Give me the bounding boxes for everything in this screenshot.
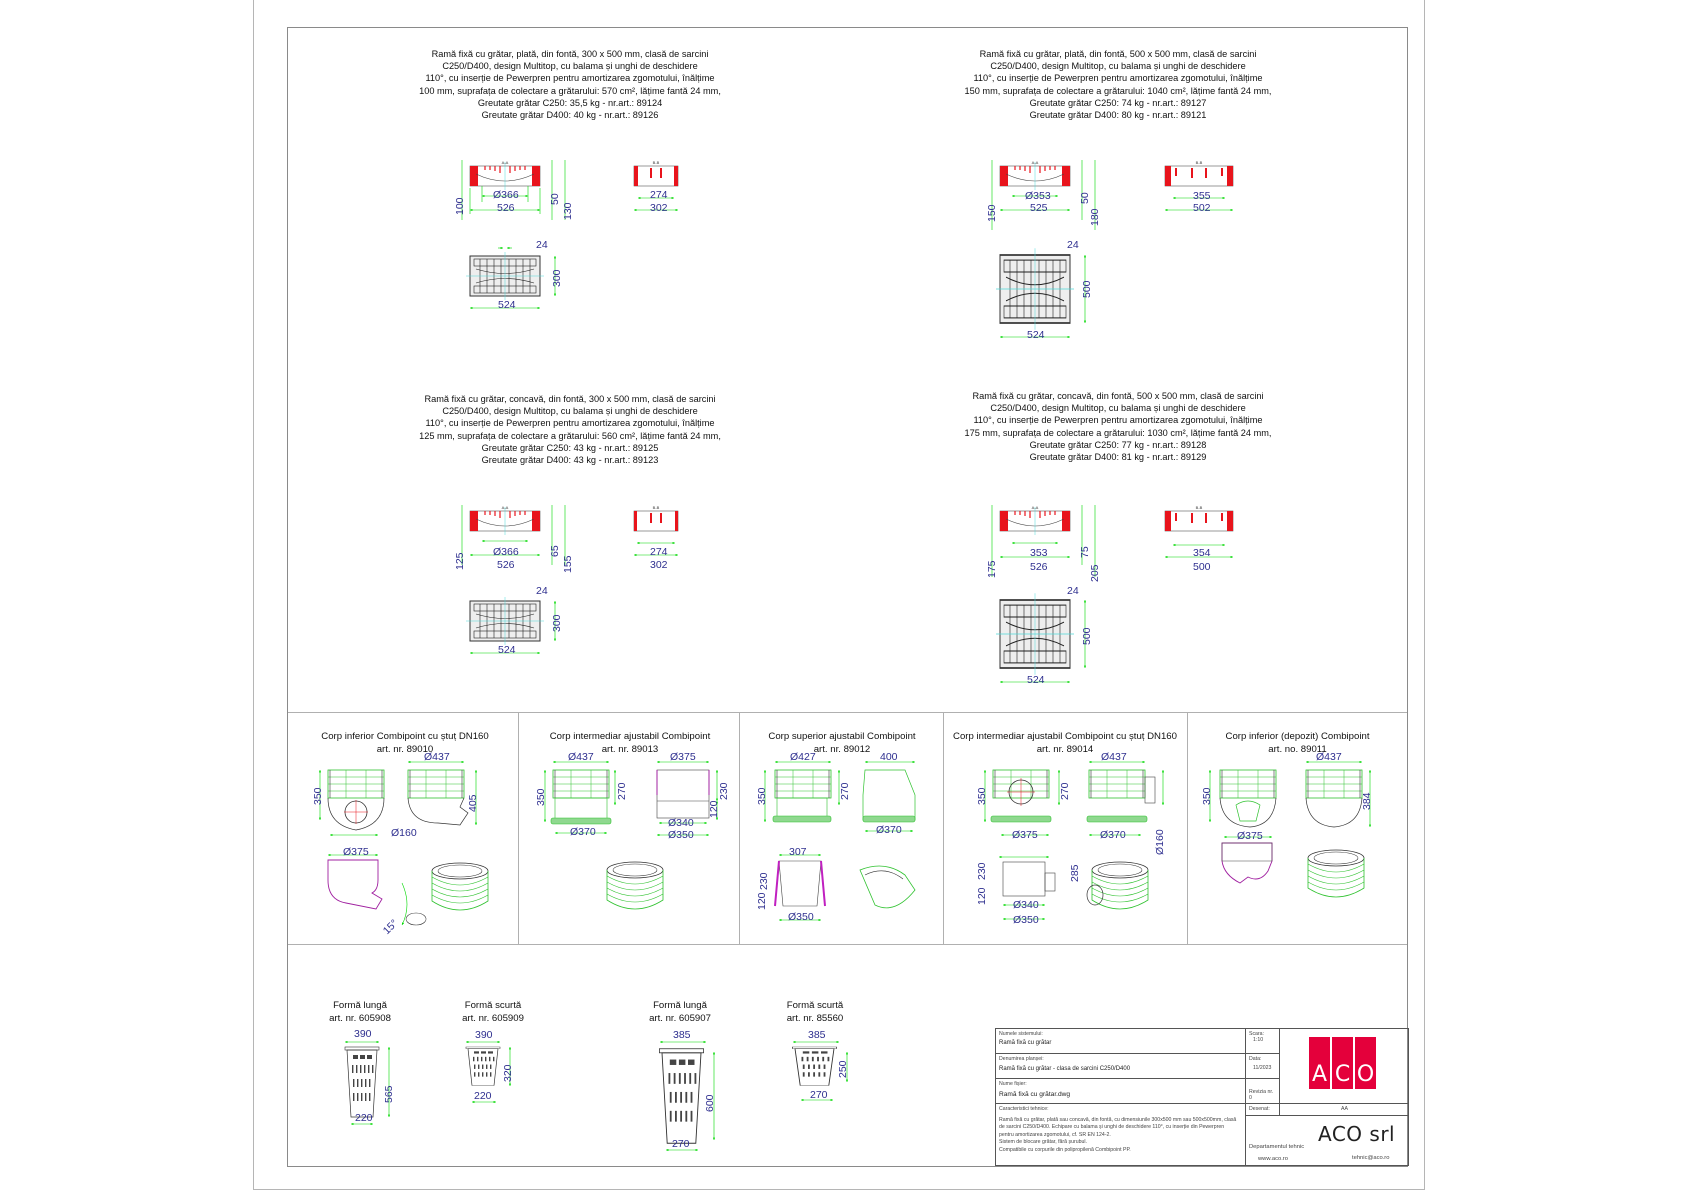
dim-frame4-aa-width: 526 [1030,561,1048,573]
dim-c4-h270: 270 [1059,782,1071,800]
svg-text:A-A: A-A [1031,160,1039,165]
tb-system-label: Numele sistemului: [999,1031,1043,1037]
desc-line: 175 mm, suprafața de colectare a grătarului: 1030 cm², lățime fantă 24 mm, [964,427,1272,438]
desc-line: Greutate grătar D400: 80 kg - nr.art.: 89121 [1029,110,1207,121]
aco-logo [1309,1037,1376,1089]
dim-frame2-plan-width: 524 [1027,329,1045,341]
component-art-number: art. no. 89011 [1268,743,1327,755]
desc-line: 110°, cu inserție de Pewerpren pentru amortizarea zgomotului, înălțime [425,73,715,84]
desc-line: Ramă fixă cu grătar, concavă, din fontă, 500 x 500 mm, clasă de sarcini [972,391,1264,401]
dim-frame3-plan-height: 300 [551,614,563,632]
dim-c1-d437: Ø437 [424,751,450,763]
bucket-4-drawing [795,1042,865,1112]
dim-frame2-plan-slot: 24 [1067,239,1079,251]
tb-date-value: 11/2023 [1253,1065,1272,1071]
desc-line: Ramă fixă cu grătar, plată, din fontă, 300 x 500 mm, clasă de sarcini [431,49,709,59]
tb-scale-cell [1246,1029,1280,1054]
tb-tech-line: Sistem de blocare grătar, fără șurubul. [999,1139,1087,1146]
desc-line: 110°, cu inserție de Pewerpren pentru amortizarea zgomotului, înălțime [425,418,715,429]
tb-date-cell [1246,1054,1280,1079]
component-title-3 [742,731,942,756]
component-title-2 [525,731,735,756]
dim-frame3-plan-width: 524 [498,644,516,656]
tb-file-cell [996,1079,1246,1104]
dim-frame2-aa-height: 150 [986,204,998,222]
tb-sheet-label: Denumirea planșei: [999,1056,1044,1062]
dim-bucket4-top: 385 [808,1029,826,1041]
dim-frame4-bb-outer: 500 [1193,561,1211,573]
dim-c2-h350: 350 [535,788,547,806]
frame-4-plan-drawing [1000,600,1100,690]
desc-line: Greutate grătar D400: 43 kg - nr.art.: 89123 [481,455,659,466]
divider-comp-2 [739,712,740,944]
tb-revision-label: Revizia nr. 0 [1249,1089,1274,1101]
dim-frame4-bb-inner: 354 [1193,547,1211,559]
dim-frame4-aa-total: 205 [1089,564,1101,582]
dim-c3-h350: 350 [756,787,768,805]
tb-tech-line: pentru amortizarea zgomotului, cf. SR EN 124-2. [999,1131,1111,1138]
dim-frame3-aa-diameter: Ø366 [493,546,519,558]
dim-frame1-plan-slot: 24 [536,239,548,251]
dim-frame1-aa-width: 526 [497,202,515,214]
department: Departamentul tehnic [1249,1144,1305,1150]
component-name: Corp superior ajustabil Combipoint [768,731,916,742]
tb-sheet-cell [996,1054,1246,1079]
divider-comp-1 [518,712,519,944]
dim-c2-d350: Ø350 [668,829,694,841]
dim-bucket3-height: 600 [704,1094,716,1112]
dim-frame1-bb-outer: 302 [650,202,668,214]
bucket-art-number: art. nr. 85560 [786,1012,844,1024]
dim-c2-h270: 270 [616,782,628,800]
tb-drawn-label: Desenat: [1249,1106,1270,1112]
website-link[interactable]: www.aco.ro [1258,1156,1288,1162]
frame-1-plan-drawing [470,256,570,326]
tb-tech-label: Caracteristici tehnice: [999,1106,1049,1112]
dim-frame1-plan-height: 300 [551,269,563,287]
aco-logo-letter: A [1309,1037,1330,1089]
tb-system-cell [996,1029,1246,1054]
frame-2-plan-drawing [1000,255,1100,345]
bucket-name: Formă lungă [333,1000,387,1011]
desc-line: Ramă fixă cu grătar, concavă, din fontă, 300 x 500 mm, clasă de sarcini [424,394,716,404]
dim-frame3-bb-outer: 302 [650,559,668,571]
desc-line: Ramă fixă cu grătar, plată, din fontă, 500 x 500 mm, clasă de sarcini [979,49,1257,59]
dim-c3-h230: 230 [758,872,770,890]
dim-bucket2-height: 320 [502,1064,514,1082]
dim-c4-d437: Ø437 [1101,751,1127,763]
desc-line: Greutate grătar C250: 77 kg - nr.art.: 89128 [1029,439,1207,450]
dim-c4-d350: Ø350 [1013,914,1039,926]
dim-bucket4-height: 250 [837,1060,849,1078]
tb-company-cell [1246,1116,1409,1166]
dim-c4-h285: 285 [1069,864,1081,882]
dim-bucket3-bottom: 270 [672,1138,690,1150]
desc-line: 125 mm, suprafața de colectare a grătarului: 560 cm², lățime fantă 24 mm, [419,430,721,441]
dim-frame1-aa-depth: 50 [549,193,561,205]
dim-c3-d427: Ø427 [790,751,816,763]
tb-drawn-label-cell [1246,1104,1280,1116]
frame-description-4 [945,390,1291,463]
dim-frame3-aa-height: 125 [454,552,466,570]
tb-tech-line: Compatibile cu corpurile din polipropilenă Combipoint PP. [999,1146,1131,1153]
component-name: Corp intermediar ajustabil Combipoint cu ștuț DN160 [953,731,1177,742]
dim-frame2-aa-total: 180 [1089,208,1101,226]
dim-c5-h350: 350 [1201,787,1213,805]
dim-frame1-aa-total: 130 [562,202,574,220]
bucket-name: Formă scurtă [786,1000,844,1011]
dim-c4-d375: Ø375 [1012,829,1038,841]
dim-c5-h384: 384 [1361,792,1373,810]
desc-line: 110°, cu inserție de Pewerpren pentru amortizarea zgomotului, înălțime [973,73,1263,84]
tb-tech-line: Ramă fixă cu grătar, plată sau concavă, din fontă, cu dimensiunile 300x500 mm sau 500x500mm, clasă [999,1116,1237,1123]
dim-c3-d350: Ø350 [788,911,814,923]
bucket-art-number: art. nr. 605909 [462,1012,524,1024]
aco-logo-letter: C [1332,1037,1353,1089]
dim-bucket1-top: 390 [354,1028,372,1040]
tb-scale-label: Scara: [1249,1031,1264,1037]
component-name: Corp inferior Combipoint cu ștuț DN160 [321,731,489,742]
component-title-5 [1190,731,1405,756]
frame-description-1 [400,48,740,121]
component-art-number: art. nr. 89013 [601,743,659,755]
tb-drawn-value: AA [1341,1106,1348,1112]
svg-text:B-B: B-B [652,505,660,510]
dim-c1-d160: Ø160 [391,827,417,839]
dim-c3-h270: 270 [839,782,851,800]
bucket-title-2 [453,1000,533,1025]
dim-frame4-aa-height: 175 [986,560,998,578]
bucket-art-number: art. nr. 605907 [649,1012,711,1024]
bucket-title-4 [775,1000,855,1025]
dim-c3-w400: 400 [880,751,898,763]
dim-frame1-aa-height: 100 [454,197,466,215]
dim-frame2-plan-height: 500 [1081,280,1093,298]
dim-frame4-aa-diameter: 353 [1030,547,1048,559]
dim-frame3-bb-inner: 274 [650,546,668,558]
tb-sheet-value: Ramă fixă cu grătar - clasa de sarcini C250/D400 [999,1066,1131,1072]
component-art-number: art. nr. 89014 [1036,743,1094,755]
dim-c2-d370: Ø370 [570,826,596,838]
svg-text:B-B: B-B [1195,160,1203,165]
tb-logo-cell [1280,1029,1409,1104]
dim-c4-h120: 120 [976,887,988,905]
dim-c2-h230: 230 [718,782,730,800]
tb-drawn-value-cell [1280,1104,1409,1116]
dim-c1-h405: 405 [467,794,479,812]
frame-3-plan-drawing [470,601,570,671]
svg-text:A-A: A-A [1031,505,1039,510]
dim-c1-d375: Ø375 [343,846,369,858]
dim-frame4-plan-height: 500 [1081,627,1093,645]
tb-tech-line: de sarcini C250/D400. Echipare cu balama și unghi de deschidere 110°, cu inserție din Pewerpren [999,1124,1225,1131]
tb-tech-cell [996,1104,1246,1166]
dim-c4-d160: Ø160 [1154,829,1166,855]
divider-comp-3 [943,712,944,944]
dim-frame2-aa-depth: 50 [1079,192,1091,204]
desc-line: Greutate grătar C250: 35,5 kg - nr.art.: 89124 [477,97,663,108]
desc-line: 100 mm, suprafața de colectare a grătarului: 570 cm², lățime fantă 24 mm, [419,85,721,96]
dim-bucket1-bottom: 220 [355,1112,373,1124]
dim-c1-angle: 15° [380,917,401,938]
dim-c1-h350: 350 [312,787,324,805]
tb-system-value: Ramă fixă cu grătar [999,1040,1052,1046]
dim-bucket1-height: 565 [383,1085,395,1103]
dim-c2-d375: Ø375 [670,751,696,763]
dim-c4-h350: 350 [976,787,988,805]
dim-frame2-aa-width: 525 [1030,202,1048,214]
dim-bucket2-top: 390 [475,1029,493,1041]
dim-c2-h120: 120 [708,800,720,818]
desc-line: Greutate grătar D400: 81 kg - nr.art.: 89129 [1029,452,1207,463]
desc-line: Greutate grătar C250: 74 kg - nr.art.: 89127 [1029,97,1207,108]
desc-line: C250/D400, design Multitop, cu balama și unghi de deschidere [442,61,698,72]
divider-components-buckets [288,944,1407,945]
dim-bucket3-top: 385 [673,1029,691,1041]
dim-frame3-plan-slot: 24 [536,585,548,597]
tb-revision-cell [1246,1079,1280,1104]
dim-c4-d340: Ø340 [1013,899,1039,911]
desc-line: 110°, cu inserție de Pewerpren pentru amortizarea zgomotului, înălțime [973,415,1263,426]
desc-line: C250/D400, design Multitop, cu balama și unghi de deschidere [990,403,1246,414]
svg-text:B-B: B-B [1195,505,1203,510]
dim-frame4-aa-depth: 75 [1079,546,1091,558]
bucket-art-number: art. nr. 605908 [329,1012,391,1024]
svg-text:A-A: A-A [501,160,509,165]
tb-file-value: Ramă fixă cu grătar.dwg [999,1091,1071,1098]
component-title-1 [300,731,510,756]
divider-frames-components [288,712,1407,713]
dim-frame4-plan-width: 524 [1027,674,1045,686]
tb-scale-value: 1:10 [1253,1037,1264,1043]
dim-c3-h120: 120 [756,892,768,910]
component-title-4 [945,731,1185,756]
dim-c4-h230: 230 [976,862,988,880]
frame-description-2 [945,48,1291,121]
tb-date-label: Data: [1249,1056,1262,1062]
component-name: Corp inferior (depozit) Combipoint [1225,731,1370,742]
dim-c5-d375: Ø375 [1237,830,1263,842]
dim-frame2-bb-outer: 502 [1193,202,1211,214]
frame-description-3 [400,393,740,466]
aco-logo-letter: O [1355,1037,1376,1089]
desc-line: 150 mm, suprafața de colectare a grătarului: 1040 cm², lățime fantă 24 mm, [964,85,1272,96]
dim-c3-d370: Ø370 [876,824,902,836]
dim-frame4-plan-slot: 24 [1067,585,1079,597]
dim-frame2-bb-inner: 355 [1193,190,1211,202]
dim-frame1-plan-width: 524 [498,299,516,311]
desc-line: C250/D400, design Multitop, cu balama și unghi de deschidere [990,61,1246,72]
dim-c2-d340: Ø340 [668,817,694,829]
company-name: ACO srl [1318,1122,1396,1146]
desc-line: C250/D400, design Multitop, cu balama și unghi de deschidere [442,406,698,417]
dim-bucket2-bottom: 220 [474,1090,492,1102]
dim-c2-d437: Ø437 [568,751,594,763]
desc-line: Greutate grătar C250: 43 kg - nr.art.: 89125 [481,442,659,453]
dim-c4-d370: Ø370 [1100,829,1126,841]
svg-text:B-B: B-B [652,160,660,165]
component-name: Corp intermediar ajustabil Combipoint [549,731,711,742]
dim-frame3-aa-width: 526 [497,559,515,571]
component-art-number: art. nr. 89010 [376,743,434,755]
dim-frame2-aa-diameter: Ø353 [1025,190,1051,202]
component-art-number: art. nr. 89012 [813,743,871,755]
bucket-name: Formă scurtă [464,1000,522,1011]
dim-frame1-aa-diameter: Ø366 [493,189,519,201]
title-block [995,1028,1409,1166]
dim-frame3-aa-total: 155 [562,555,574,573]
dim-frame1-bb-inner: 274 [650,189,668,201]
dim-frame3-aa-depth: 65 [549,545,561,557]
bucket-title-1 [320,1000,400,1025]
tb-file-label: Nume fișier: [999,1081,1027,1087]
bucket-title-3 [640,1000,720,1025]
desc-line: Greutate grătar D400: 40 kg - nr.art.: 89126 [481,110,659,121]
bucket-name: Formă lungă [653,1000,707,1011]
email-link[interactable]: tehnic@aco.ro [1352,1155,1390,1161]
dim-bucket4-bottom: 270 [810,1089,828,1101]
svg-text:A-A: A-A [501,505,509,510]
dim-c3-w307: 307 [789,846,807,858]
dim-c5-d437: Ø437 [1316,751,1342,763]
divider-comp-4 [1187,712,1188,944]
component-2-drawing [545,765,730,940]
